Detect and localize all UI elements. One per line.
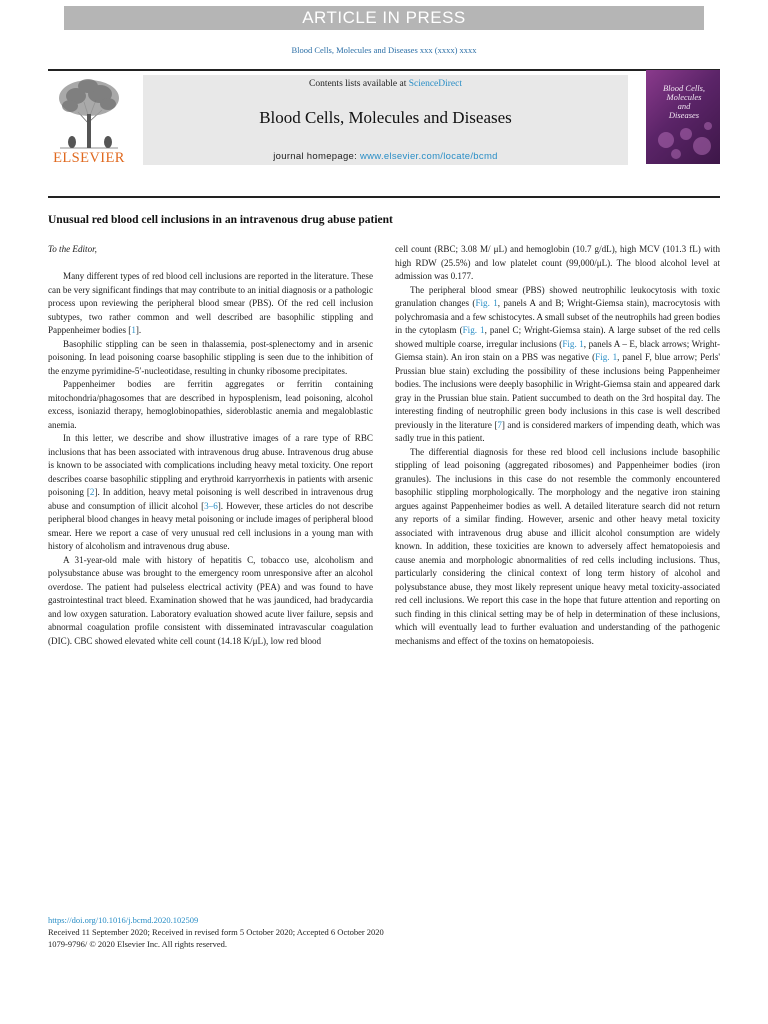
journal-cover-thumbnail[interactable] — [646, 70, 720, 164]
cover-title-line: Diseases — [668, 110, 700, 120]
paragraph — [48, 270, 373, 338]
paragraph: Pappenheimer bodies are ferritin aggregates or ferritin containing mitochondria/phagosomes that are described in hyposplenism, lead poisoning, alcohol excess, isoniazid therapy, hemoglobinopathies, sideroblastic anemia and megaloblastic anemia. — [48, 379, 373, 430]
figure-link[interactable]: Fig. 1 — [595, 352, 618, 362]
text-run: ] and is considered markers of impending death, which was sadly true in this patient. — [395, 419, 721, 443]
text-run: Many different types of red blood cell inclusions are reported in the literature. These can be very significant findings that may contribute to an initial diagnosis or a pathologic process upon reviewing the peripheral blood smear (PBS). Of the red cell inclusion subtypes, two rather common and well described are basophilic stippling and Pappenheimer bodies [ — [48, 271, 373, 335]
paragraph: A 31-year-old male with history of hepatitis C, tobacco use, alcoholism and polysubstance abuse was brought to the emergency room unresponsive after an alcohol overdose. The patient had pulseless electrical activity (PEA) and was found to have gastrointestinal tract bleed. Examination showed that he was jaundiced, had bradycardia and low oxygen saturation. Laboratory evaluation showed acute liver failure, sepsis and abnormal coagulation profile consistent with disseminated intravascular coagulation (DIC). CBC showed elevated white cell count (14.18 K/μL), low red blood — [48, 554, 373, 646]
text-run: , panel F, blue arrow; Perls' Prussian blue stain) excluding the possibility of these inclusions being Pappenheimer bodies. The inclusions were deeply basophilic in Wright-Giemsa stain and appeared dark gray in the Prussian blue stain. Patient succumbed to death on the 3rd hospital day. The interesting finding of neutrophilic green body inclusions in this case is well described previously in the literature [ — [395, 352, 720, 430]
text-run: The peripheral blood smear (PBS) showed neutrophilic leukocytosis with toxic granulation changes ( — [395, 284, 720, 308]
figure-link[interactable]: Fig. 1 — [562, 338, 584, 349]
salutation: To the Editor, — [48, 244, 97, 254]
doi-link[interactable]: https://doi.org/10.1016/j.bcmd.2020.102509 — [48, 915, 199, 925]
text-run: ]. In addition, heavy metal poisoning is well described in intravenous drug abuse and consumption of illicit alcohol [ — [48, 487, 373, 511]
header-rule-bottom — [48, 196, 720, 198]
reference-link[interactable]: 1 — [131, 325, 136, 335]
homepage-line — [143, 151, 628, 162]
body-column-left — [48, 243, 373, 648]
text-run: , panels A – E, black arrows; Wright-Giemsa stain). An iron stain on a PBS was negative ( — [395, 338, 720, 362]
sciencedirect-link[interactable]: ScienceDirect — [408, 79, 462, 89]
paragraph — [48, 432, 373, 554]
cover-title — [652, 84, 716, 120]
figure-link[interactable]: Fig. 1 — [475, 298, 498, 308]
figure-link[interactable]: Fig. 1 — [462, 325, 485, 335]
paragraph: Basophilic stippling can be seen in thalassemia, post-splenectomy and in arsenic poisoning. In lead poisoning coarse basophilic stippling is seen due to the inhibition of the enzyme pyrimidine-5′-nucleotidase, resulting in chunky ribosome precipitates. — [48, 338, 373, 376]
text-run: , panels A and B; Wright-Giemsa stain), macrocytosis with polychromasia and a few schistocytes. A small subset of the neutrophils had green bodies in the cytoplasm ( — [395, 298, 721, 335]
paragraph: The differential diagnosis for these red blood cell inclusions include basophilic stippling of lead poisoning (aggregated ribosomes) and Pappenheimer bodies (iron granules). The inclusions in this case do not resemble the commonly encountered basophilic stippling morphologically. The morphology and the negative iron staining argues against Pappenheimer bodies as well. A detailed literature search did not return any reports of a similar finding. However, arsenic and other heavy metal toxicity associated with intravenous drug abuse and illicit alcohol consumption are widely known. In addition, these toxicities are known to adversely affect hematopoiesis and cause anemia and morphologic abnormalities of red cells including inclusions. Thus, particularly considering the clinical context of long term history of alcohol and polysubstance abuse, they most likely represent unique heavy metal toxicity-associated red cell inclusions. We report this case in the hope that future attention and reporting on such finding in this clinical setting may be of help in determination of these inclusions, which will eventually lead to further evaluation and understanding of the pathogenic mechanisms and effect of the toxins on hematopoiesis. — [395, 446, 720, 646]
homepage-prefix: journal homepage: — [273, 151, 360, 162]
text-run: ]. — [135, 325, 142, 335]
journal-title: Blood Cells, Molecules and Diseases — [259, 108, 512, 127]
homepage-link[interactable]: www.elsevier.com/locate/bcmd — [359, 151, 498, 162]
copyright-notice: 1079-9796/ © 2020 Elsevier Inc. All rights reserved. — [48, 939, 228, 949]
banner-text: ARTICLE IN PRESS — [302, 8, 466, 27]
text-run: ]. However, these articles do not describe peripheral blood changes in heavy metal poisoning or include images of peripheral blood smear. Here we report a case of very unusual red cell inclusions in a young man with history of alcoholism and intravenous drug abuse. — [48, 500, 373, 551]
body-column-right — [395, 243, 720, 648]
contents-prefix: Contents lists available at — [308, 79, 409, 89]
paragraph — [395, 284, 720, 446]
article-footer — [48, 914, 720, 950]
header-rule-top — [48, 69, 720, 71]
article-in-press-banner — [64, 6, 704, 30]
publisher-name: ELSEVIER — [53, 150, 125, 166]
article-title: Unusual red blood cell inclusions in an intravenous drug abuse patient — [48, 214, 393, 226]
cover-title-line: Molecules — [666, 92, 702, 102]
text-run: In this letter, we describe and show illustrative images of a rare type of RBC inclusions that has been associated with intravenous drug abuse. Intravenous drug abuse is known to be associated with complications including heavy metal toxicity. One report describes coarse basophilic stippling and erythroid karryorrhexis in patients with arsenic poisoning [ — [48, 433, 373, 497]
reference-link[interactable]: 3–6 — [204, 500, 218, 511]
journal-masthead — [143, 75, 628, 165]
article-history: Received 11 September 2020; Received in revised form 5 October 2020; Accepted 6 October 2020 — [48, 927, 384, 937]
journal-reference-link[interactable]: Blood Cells, Molecules and Diseases xxx (xxxx) xxxx — [291, 45, 477, 55]
paragraph: cell count (RBC; 3.08 M/ μL) and hemoglobin (10.7 g/dL), high MCV (101.3 fL) with high RDW (25.5%) and low platelet count (99,000/μL). The blood alcohol level at admission was 0.177. — [395, 244, 720, 281]
cover-title-line: Blood Cells, — [662, 83, 706, 93]
reference-link[interactable]: 2 — [89, 487, 95, 497]
text-run: , panel C; Wright-Giemsa stain). A large subset of the red cells showed multiple coarse, irregular inclusions ( — [395, 325, 720, 349]
contents-line — [143, 79, 628, 89]
cover-title-line: and — [677, 101, 691, 111]
reference-link[interactable]: 7 — [497, 419, 502, 430]
